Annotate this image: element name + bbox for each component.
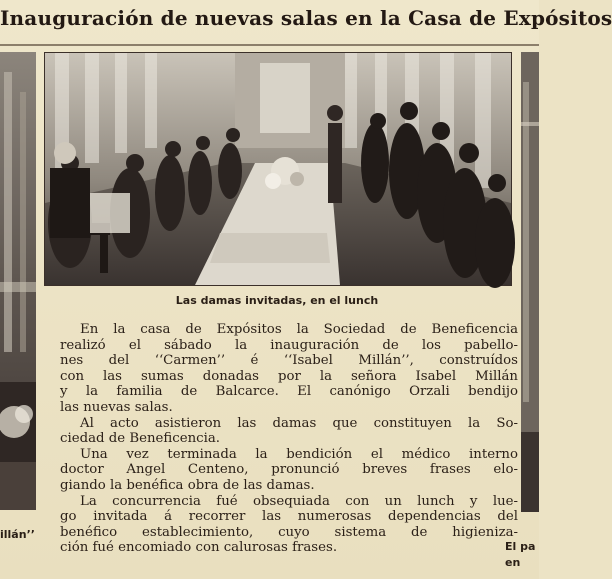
article-paragraph — [60, 494, 518, 556]
article-line: y la familia de Balcarce. El canónigo Orzali bendijo — [60, 384, 518, 400]
article-line: Al acto asistieron las damas que constituyen la So- — [80, 415, 518, 431]
main-photo — [44, 52, 512, 286]
article-paragraph — [60, 447, 518, 494]
article-line: benéfico establecimiento, cuyo sistema de higieniza- — [60, 524, 518, 540]
article-line: realizó el sábado la inauguración de los pabello- — [60, 337, 518, 353]
article-paragraph — [60, 416, 518, 447]
right-photo-caption — [505, 539, 535, 571]
article-line: las nuevas salas. — [60, 399, 173, 415]
article-line: La concurrencia fué obsequiada con un lunch y lue- — [80, 493, 518, 509]
article-line: nes del ‘‘Carmen’’ é ‘‘Isabel Millán’’, construídos — [60, 353, 518, 369]
article-line: Una vez terminada la bendición el médico interno — [80, 446, 518, 462]
left-photo-caption: illán’’ — [0, 528, 35, 541]
article-line: go invitada á recorrer las numerosas dependencias del — [60, 509, 518, 525]
article-line: doctor Angel Centeno, pronunció breves frases elo- — [60, 462, 518, 478]
article-line: En la casa de Expósitos la Sociedad de Beneficencia — [80, 322, 518, 337]
left-cropped-photo — [0, 52, 36, 510]
article-line: con las sumas donadas por la señora Isabel Millán — [60, 368, 518, 384]
main-photo-caption: Las damas invitadas, en el lunch — [175, 294, 379, 307]
right-photo-caption-line: El pa — [505, 540, 536, 553]
right-photo-caption-line: en — [505, 556, 521, 569]
article-paragraph — [60, 322, 518, 416]
article-line: ciedad de Beneficencia. — [60, 431, 221, 447]
right-cropped-photo — [521, 52, 539, 512]
headline-rule — [0, 44, 539, 46]
article-line: giando la benéfica obra de las damas. — [60, 477, 315, 493]
article-line: ción fué encomiado con calurosas frases. — [60, 540, 338, 556]
article-body — [60, 322, 518, 556]
headline: Inauguración de nuevas salas en la Casa de Expósitos — [0, 6, 612, 30]
